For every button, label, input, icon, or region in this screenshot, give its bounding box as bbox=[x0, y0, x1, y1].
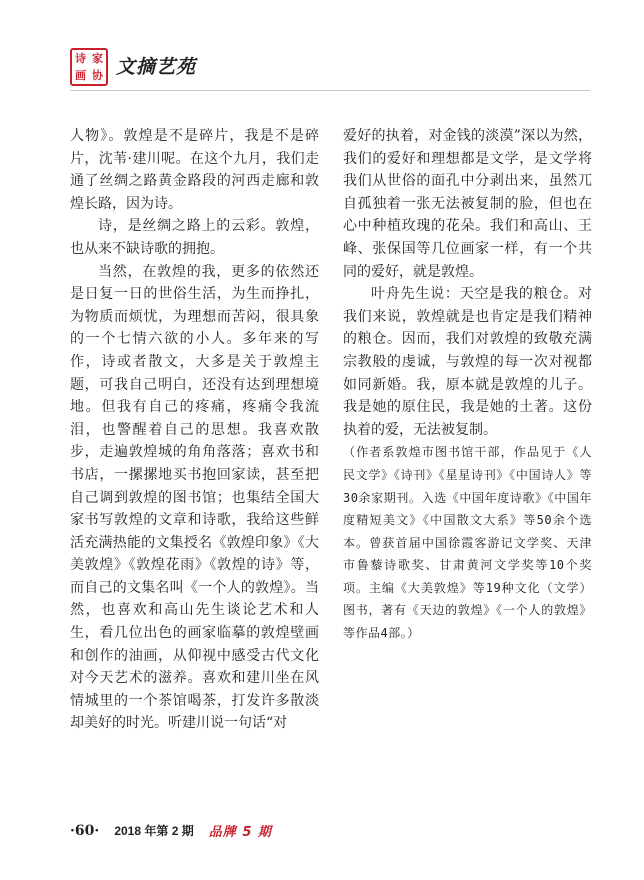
paragraph: 诗，是丝绸之路上的云彩。敦煌，也从来不缺诗歌的拥抱。 bbox=[70, 218, 319, 257]
paragraph: 当然，在敦煌的我，更多的依然还是日复一日的世俗生活，为生而挣扎，为物质而烦忧，为理想而苦闷，很具象的一个七情六欲的小人。多年来的写作，诗或者散文，大多是关于敦煌主题，可我自己明白，还没有达到理想境地。但我有自己的疼痛，疼痛令我流泪，也警醒着自己的思想。我喜欢散步，走遍敦煌城的角角落落；喜欢书和书店，一摞摞地买书抱回家读，甚至把自己调到敦煌的图书馆；也集结全国大家书写敦煌的文章和诗歌，我给这些鲜活充满热能的文集授名《敦煌印象》《大美敦煌》《敦煌花雨》《敦煌的诗》等，而自己的文集名叫《一个人的敦煌》。当然，也喜欢和高山先生谈论艺术和人生，看几位出色的画家临摹的敦煌壁画和创作的油画，从仰视中感受古代文化对今天艺术的滋养。喜欢和建川坐在风情城里的一个茶馆喝茶，打发许多散淡却美好的时光。听建川说一句话“对 bbox=[70, 263, 319, 732]
header-divider bbox=[70, 90, 590, 91]
seal-char: 家 bbox=[92, 52, 103, 65]
brand-label: 品牌 5 期 bbox=[208, 825, 272, 840]
right-column bbox=[343, 125, 592, 645]
paragraph: 人物》。敦煌是不是碎片，我是不是碎片，沈苇·建川呢。在这个九月，我们走通了丝绸之路黄金路段的河西走廊和敦煌长路，因为诗。 bbox=[70, 128, 319, 212]
section-title: 文摘艺苑 bbox=[116, 56, 197, 78]
seal-char: 画 bbox=[75, 69, 86, 82]
page-header bbox=[70, 48, 590, 88]
paragraph: 爱好的执着，对金钱的淡漠”深以为然，我们的爱好和理想都是文学，是文学将我们从世俗的面孔中分剥出来，虽然兀自孤独着一张无法被复制的脸，但也在心中种植玫瑰的花朵。我们和高山、王峰、张保国等几位画家一样，有一个共同的爱好，就是敦煌。 bbox=[343, 128, 592, 280]
page-number: ·60· bbox=[70, 822, 100, 839]
seal-logo bbox=[70, 48, 108, 86]
seal-char: 协 bbox=[92, 69, 103, 82]
author-note: （作者系敦煌市图书馆干部，作品见于《人民文学》《诗刊》《星星诗刊》《中国诗人》等30余家期刊。入选《中国年度诗歌》《中国年度精短美文》《中国散文大系》等50余个选本。曾获首届中国徐霞客游记文学奖、天津市鲁藜诗歌奖、甘肃黄河文学奖等10个奖项。主编《大美敦煌》等19种文化（文学）图书，著有《天边的敦煌》《一个人的敦煌》等作品4部。） bbox=[343, 445, 592, 641]
issue-label: 2018 年第 2 期 bbox=[114, 824, 194, 838]
paragraph: 叶舟先生说：天空是我的粮仓。对我们来说，敦煌就是也肯定是我们精神的粮仓。因而，我们对敦煌的致敬充满宗教般的虔诚，与敦煌的每一次对视都如同新婚。我，原本就是敦煌的儿子。我是她的原住民，我是她的土著。这份执着的爱，无法被复制。 bbox=[343, 286, 592, 438]
left-column bbox=[70, 125, 319, 735]
page-footer bbox=[70, 820, 282, 842]
seal-char: 诗 bbox=[75, 52, 86, 65]
